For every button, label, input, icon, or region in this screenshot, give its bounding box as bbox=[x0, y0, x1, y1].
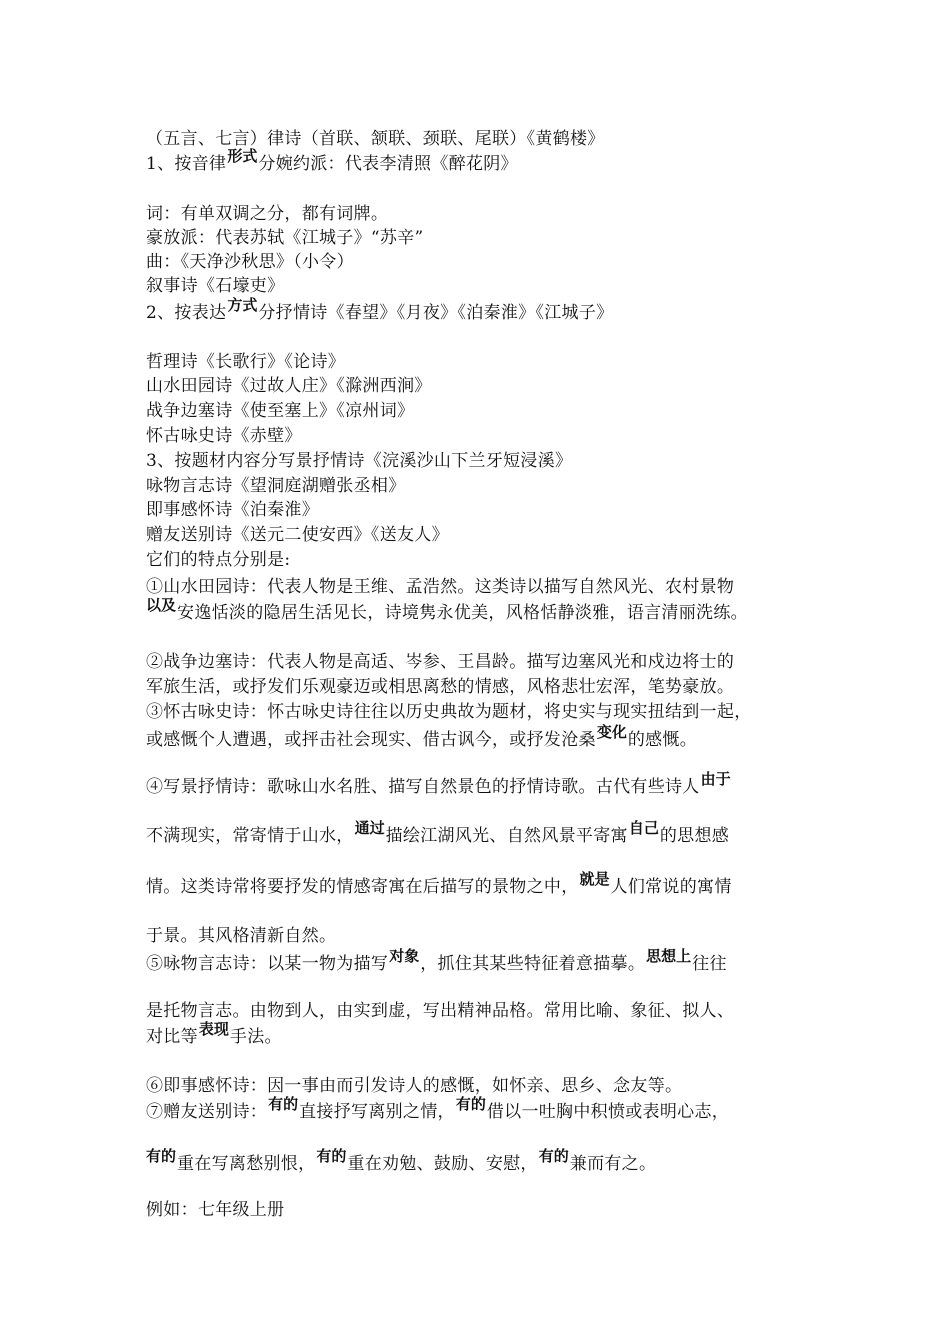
text-line-scenery-desc-4: 于景。其风格清新自然。 bbox=[146, 926, 337, 946]
handwritten-insertion: 就是 bbox=[579, 870, 610, 888]
text-line-scenery-desc-3 bbox=[146, 870, 732, 898]
text-segment: 或感慨个人遭遇，或抨击社会现实、借古讽今，或抒发沧桑 bbox=[146, 730, 596, 750]
text-line-object: 咏物言志诗《望洞庭湖赠张丞相》 bbox=[146, 476, 406, 496]
text-line-pastoral-desc-2 bbox=[146, 596, 748, 624]
text-line-by-rhythm bbox=[146, 147, 518, 175]
text-segment: 描绘江湖风光、自然风景平寄寓 bbox=[385, 826, 628, 846]
text-line-example: 例如：七年级上册 bbox=[146, 1200, 285, 1220]
text-line-scenery-desc-2 bbox=[146, 819, 730, 847]
text-line-object-desc-1 bbox=[146, 947, 727, 975]
handwritten-insertion: 通过 bbox=[354, 819, 385, 837]
text-line-farewell-desc-2 bbox=[146, 1147, 657, 1175]
text-segment: 安逸恬淡的隐居生活见长，诗境隽永优美，风格恬静淡雅，语言清丽洗练。 bbox=[177, 603, 748, 623]
handwritten-insertion: 思想上 bbox=[646, 947, 692, 965]
text-line-verse-forms: （五言、七言）律诗（首联、颔联、颈联、尾联）《黄鹤楼》 bbox=[146, 129, 605, 149]
text-segment: 的思想感 bbox=[659, 826, 730, 846]
text-line-qu: 曲：《天净沙秋思》（小令） bbox=[146, 252, 354, 272]
text-line-object-desc-2: 是托物言志。由物到人，由实到虚，写出精神品格。常用比喻、象征、拟人、 bbox=[146, 1001, 735, 1021]
handwritten-insertion: 变化 bbox=[596, 723, 627, 741]
text-segment: 情。这类诗常将要抒发的情感寄寓在后描写的景物之中， bbox=[146, 877, 579, 897]
text-segment: 人们常说的寓情 bbox=[610, 877, 732, 897]
handwritten-insertion: 有的 bbox=[455, 1095, 486, 1113]
text-segment: 1、按音律 bbox=[146, 154, 227, 174]
text-line-pastoral: 山水田园诗《过故人庄》《滁洲西涧》 bbox=[146, 376, 432, 396]
handwritten-insertion: 以及 bbox=[146, 596, 177, 614]
text-segment: ⑦赠友送别诗： bbox=[146, 1102, 268, 1122]
text-segment: 直接抒写离别之情， bbox=[299, 1102, 455, 1122]
handwritten-insertion: 自己 bbox=[628, 819, 659, 837]
handwritten-insertion: 形式 bbox=[227, 147, 258, 165]
handwritten-insertion: 有的 bbox=[268, 1095, 299, 1113]
text-segment: 重在劝勉、鼓励、安慰， bbox=[347, 1154, 538, 1174]
text-line-frontier-desc-2: 军旅生活，或抒发们乐观豪迈或相思离愁的情感，风格悲壮宏浑，笔势豪放。 bbox=[146, 677, 735, 697]
text-segment: 兼而有之。 bbox=[569, 1154, 657, 1174]
text-line-by-expression bbox=[146, 296, 614, 324]
text-line-philosophy: 哲理诗《长歌行》《论诗》 bbox=[146, 352, 346, 372]
text-segment: 分婉约派：代表李清照《醉花阴》 bbox=[258, 154, 518, 174]
text-line-occasion: 即事感怀诗《泊秦淮》 bbox=[146, 500, 319, 520]
handwritten-insertion: 表现 bbox=[198, 1020, 229, 1038]
text-segment: ⑤咏物言志诗：以某一物为描写 bbox=[146, 954, 389, 974]
text-segment: 重在写离愁别恨， bbox=[177, 1154, 316, 1174]
text-segment: 2、按表达 bbox=[146, 303, 227, 323]
text-segment: 手法。 bbox=[229, 1027, 282, 1047]
text-line-object-desc-3 bbox=[146, 1020, 282, 1048]
text-line-farewell: 赠友送别诗《送元二使安西》《送友人》 bbox=[146, 525, 449, 545]
text-line-history: 怀古咏史诗《赤壁》 bbox=[146, 426, 302, 446]
text-segment: 对比等 bbox=[146, 1027, 198, 1047]
text-segment: 的感慨。 bbox=[627, 730, 698, 750]
text-line-ci: 词：有单双调之分，都有词牌。 bbox=[146, 204, 389, 224]
text-segment: 往往 bbox=[692, 954, 727, 974]
handwritten-insertion: 对象 bbox=[389, 947, 420, 965]
text-line-frontier: 战争边塞诗《使至塞上》《凉州词》 bbox=[146, 401, 415, 421]
text-line-occasion-desc: ⑥即事感怀诗：因一事由而引发诗人的感慨，如怀亲、思乡、念友等。 bbox=[146, 1076, 683, 1096]
handwritten-insertion: 有的 bbox=[316, 1147, 347, 1165]
text-line-pastoral-desc-1: ①山水田园诗：代表人物是王维、孟浩然。这类诗以描写自然风光、农村景物 bbox=[146, 577, 735, 597]
text-segment: 不满现实，常寄情于山水， bbox=[146, 826, 354, 846]
text-segment: 借以一吐胸中积愤或表明心志， bbox=[486, 1102, 730, 1122]
handwritten-insertion: 有的 bbox=[538, 1147, 569, 1165]
text-segment: ，抓住其某些特征着意描摹。 bbox=[420, 954, 646, 974]
text-line-history-desc-2 bbox=[146, 723, 698, 751]
handwritten-insertion: 由于 bbox=[700, 770, 731, 788]
text-segment: 分抒情诗《春望》《月夜》《泊秦淮》《江城子》 bbox=[258, 303, 614, 323]
text-line-features-heading: 它们的特点分别是: bbox=[146, 550, 291, 570]
text-line-scenery-desc-1 bbox=[146, 770, 732, 798]
text-line-history-desc-1: ③怀古咏史诗：怀古咏史诗往往以历史典故为题材，将史实与现实扭结到一起， bbox=[146, 702, 752, 722]
handwritten-insertion: 有的 bbox=[146, 1147, 177, 1165]
text-line-by-subject: 3、按题材内容分写景抒情诗《浣溪沙山下兰牙短浸溪》 bbox=[146, 451, 573, 471]
text-line-haofang: 豪放派：代表苏轼《江城子》“苏辛” bbox=[146, 228, 424, 248]
text-line-narrative: 叙事诗《石壕吏》 bbox=[146, 276, 285, 296]
text-segment: ④写景抒情诗：歌咏山水名胜、描写自然景色的抒情诗歌。古代有些诗人 bbox=[146, 777, 700, 797]
handwritten-insertion: 方式 bbox=[227, 296, 258, 314]
text-line-farewell-desc-1 bbox=[146, 1095, 730, 1123]
text-line-frontier-desc-1: ②战争边塞诗：代表人物是高适、岑参、王昌龄。描写边塞风光和戍边将士的 bbox=[146, 652, 735, 672]
